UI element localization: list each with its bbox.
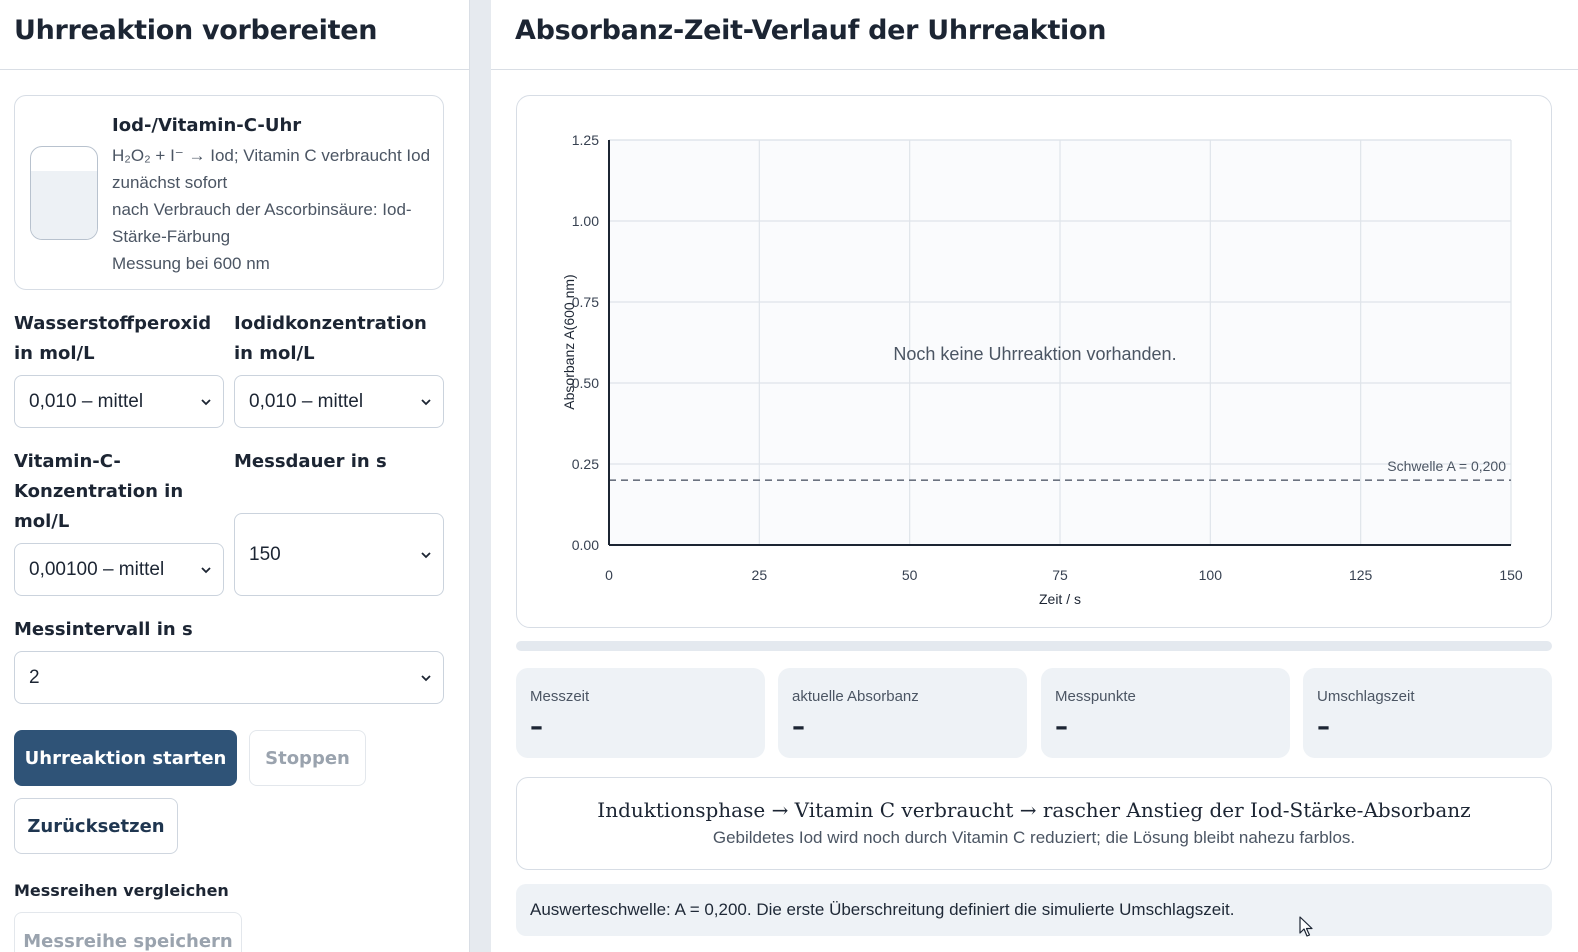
stat-card-absorbance bbox=[778, 668, 1027, 758]
y-tick-label: 0.00 bbox=[571, 537, 599, 553]
interval-select[interactable] bbox=[14, 651, 444, 704]
y-tick-label: 0.25 bbox=[571, 456, 599, 472]
stat-card-transition bbox=[1303, 668, 1552, 758]
vitc-label: Vitamin-C-Konzentration in mol/L bbox=[14, 451, 184, 532]
stat-label: Messpunkte bbox=[1055, 688, 1136, 705]
h2o2-select[interactable] bbox=[14, 375, 224, 428]
x-tick-label: 150 bbox=[1499, 567, 1523, 583]
x-tick-label: 75 bbox=[1052, 567, 1068, 583]
h2o2-label: Wasserstoffperoxid in mol/L bbox=[14, 313, 212, 364]
stat-value: – bbox=[792, 712, 805, 742]
results-title: Absorbanz-Zeit-Verlauf der Uhrreaktion bbox=[515, 15, 1107, 46]
chevron-down-icon bbox=[200, 396, 212, 408]
threshold-label: Schwelle A = 0,200 bbox=[1387, 458, 1506, 475]
panel-divider[interactable] bbox=[470, 0, 491, 952]
chevron-down-icon bbox=[420, 396, 432, 408]
reaction-description bbox=[112, 142, 434, 277]
duration-label: Messdauer in s bbox=[234, 451, 387, 472]
iodide-label: Iodidkonzentration in mol/L bbox=[234, 313, 427, 364]
vitc-value: 0,00100 – mittel bbox=[29, 558, 165, 580]
vitc-select[interactable] bbox=[14, 543, 224, 596]
interval-label: Messintervall in s bbox=[14, 619, 193, 640]
stat-card-points bbox=[1041, 668, 1290, 758]
stat-card-time bbox=[516, 668, 765, 758]
cuvette-icon bbox=[30, 146, 98, 240]
x-axis-label: Zeit / s bbox=[1038, 591, 1082, 607]
duration-select[interactable] bbox=[234, 513, 444, 596]
x-tick-label: 0 bbox=[605, 567, 613, 583]
absorbance-chart bbox=[517, 96, 1553, 629]
x-tick-label: 25 bbox=[751, 567, 768, 583]
setup-title: Uhrreaktion vorbereiten bbox=[14, 15, 378, 46]
y-tick-label: 1.00 bbox=[571, 213, 599, 229]
threshold-note: Auswerteschwelle: A = 0,200. Die erste Überschreitung definiert die simulierte Umschlagszeit. bbox=[516, 884, 1552, 936]
results-header bbox=[491, 0, 1578, 70]
chevron-down-icon bbox=[200, 564, 212, 576]
stat-value: – bbox=[1055, 712, 1068, 742]
stat-label: aktuelle Absorbanz bbox=[792, 688, 919, 705]
stat-value: – bbox=[1317, 712, 1330, 742]
chevron-down-icon bbox=[420, 672, 432, 684]
start-button[interactable]: Uhrreaktion starten bbox=[14, 730, 237, 786]
setup-header bbox=[0, 0, 469, 70]
y-axis-label: Absorbanz A(600 nm) bbox=[561, 274, 577, 410]
save-series-button[interactable]: Messreihe speichern bbox=[14, 912, 242, 952]
phase-title: Induktionsphase → Vitamin C verbraucht → rascher Anstieg der Iod-Stärke-Absorbanz bbox=[597, 798, 1471, 822]
y-tick-label: 0.50 bbox=[571, 375, 599, 391]
empty-chart-message: Noch keine Uhrreaktion vorhanden. bbox=[893, 344, 1177, 364]
reset-button[interactable]: Zurücksetzen bbox=[14, 798, 178, 854]
reaction-line: Messung bei 600 nm bbox=[112, 254, 270, 273]
stat-value: – bbox=[530, 712, 543, 742]
reaction-name: Iod-/Vitamin-C-Uhr bbox=[112, 115, 302, 136]
y-tick-label: 0.75 bbox=[571, 294, 599, 310]
reaction-line: nach Verbrauch der Ascorbinsäure: Iod-Stärke-Färbung bbox=[112, 200, 412, 246]
compare-heading: Messreihen vergleichen bbox=[14, 881, 229, 900]
chevron-down-icon bbox=[420, 549, 432, 561]
stop-button[interactable]: Stoppen bbox=[249, 730, 366, 786]
phase-info-card bbox=[516, 777, 1552, 870]
stat-label: Umschlagszeit bbox=[1317, 688, 1415, 705]
duration-value: 150 bbox=[249, 543, 281, 565]
setup-panel bbox=[0, 0, 470, 952]
mouse-cursor-icon bbox=[1299, 916, 1315, 938]
x-tick-labels bbox=[605, 567, 1523, 583]
measurement-progress-bar bbox=[516, 641, 1552, 651]
reaction-info-card bbox=[14, 95, 444, 290]
interval-value: 2 bbox=[29, 666, 40, 688]
iodide-value: 0,010 – mittel bbox=[249, 390, 364, 412]
stat-label: Messzeit bbox=[530, 688, 590, 705]
h2o2-value: 0,010 – mittel bbox=[29, 390, 144, 412]
iodide-select[interactable] bbox=[234, 375, 444, 428]
reaction-line: H₂O₂ + I⁻ → Iod; Vitamin C verbraucht Iod zunächst sofort bbox=[112, 146, 431, 192]
results-panel bbox=[491, 0, 1578, 952]
absorbance-chart-card bbox=[516, 95, 1552, 628]
x-tick-label: 100 bbox=[1198, 567, 1223, 583]
y-tick-label: 1.25 bbox=[571, 132, 599, 148]
x-tick-label: 125 bbox=[1348, 567, 1373, 583]
x-tick-label: 50 bbox=[901, 567, 918, 583]
phase-subtitle: Gebildetes Iod wird noch durch Vitamin C reduziert; die Lösung bleibt nahezu farblos. bbox=[712, 828, 1356, 847]
